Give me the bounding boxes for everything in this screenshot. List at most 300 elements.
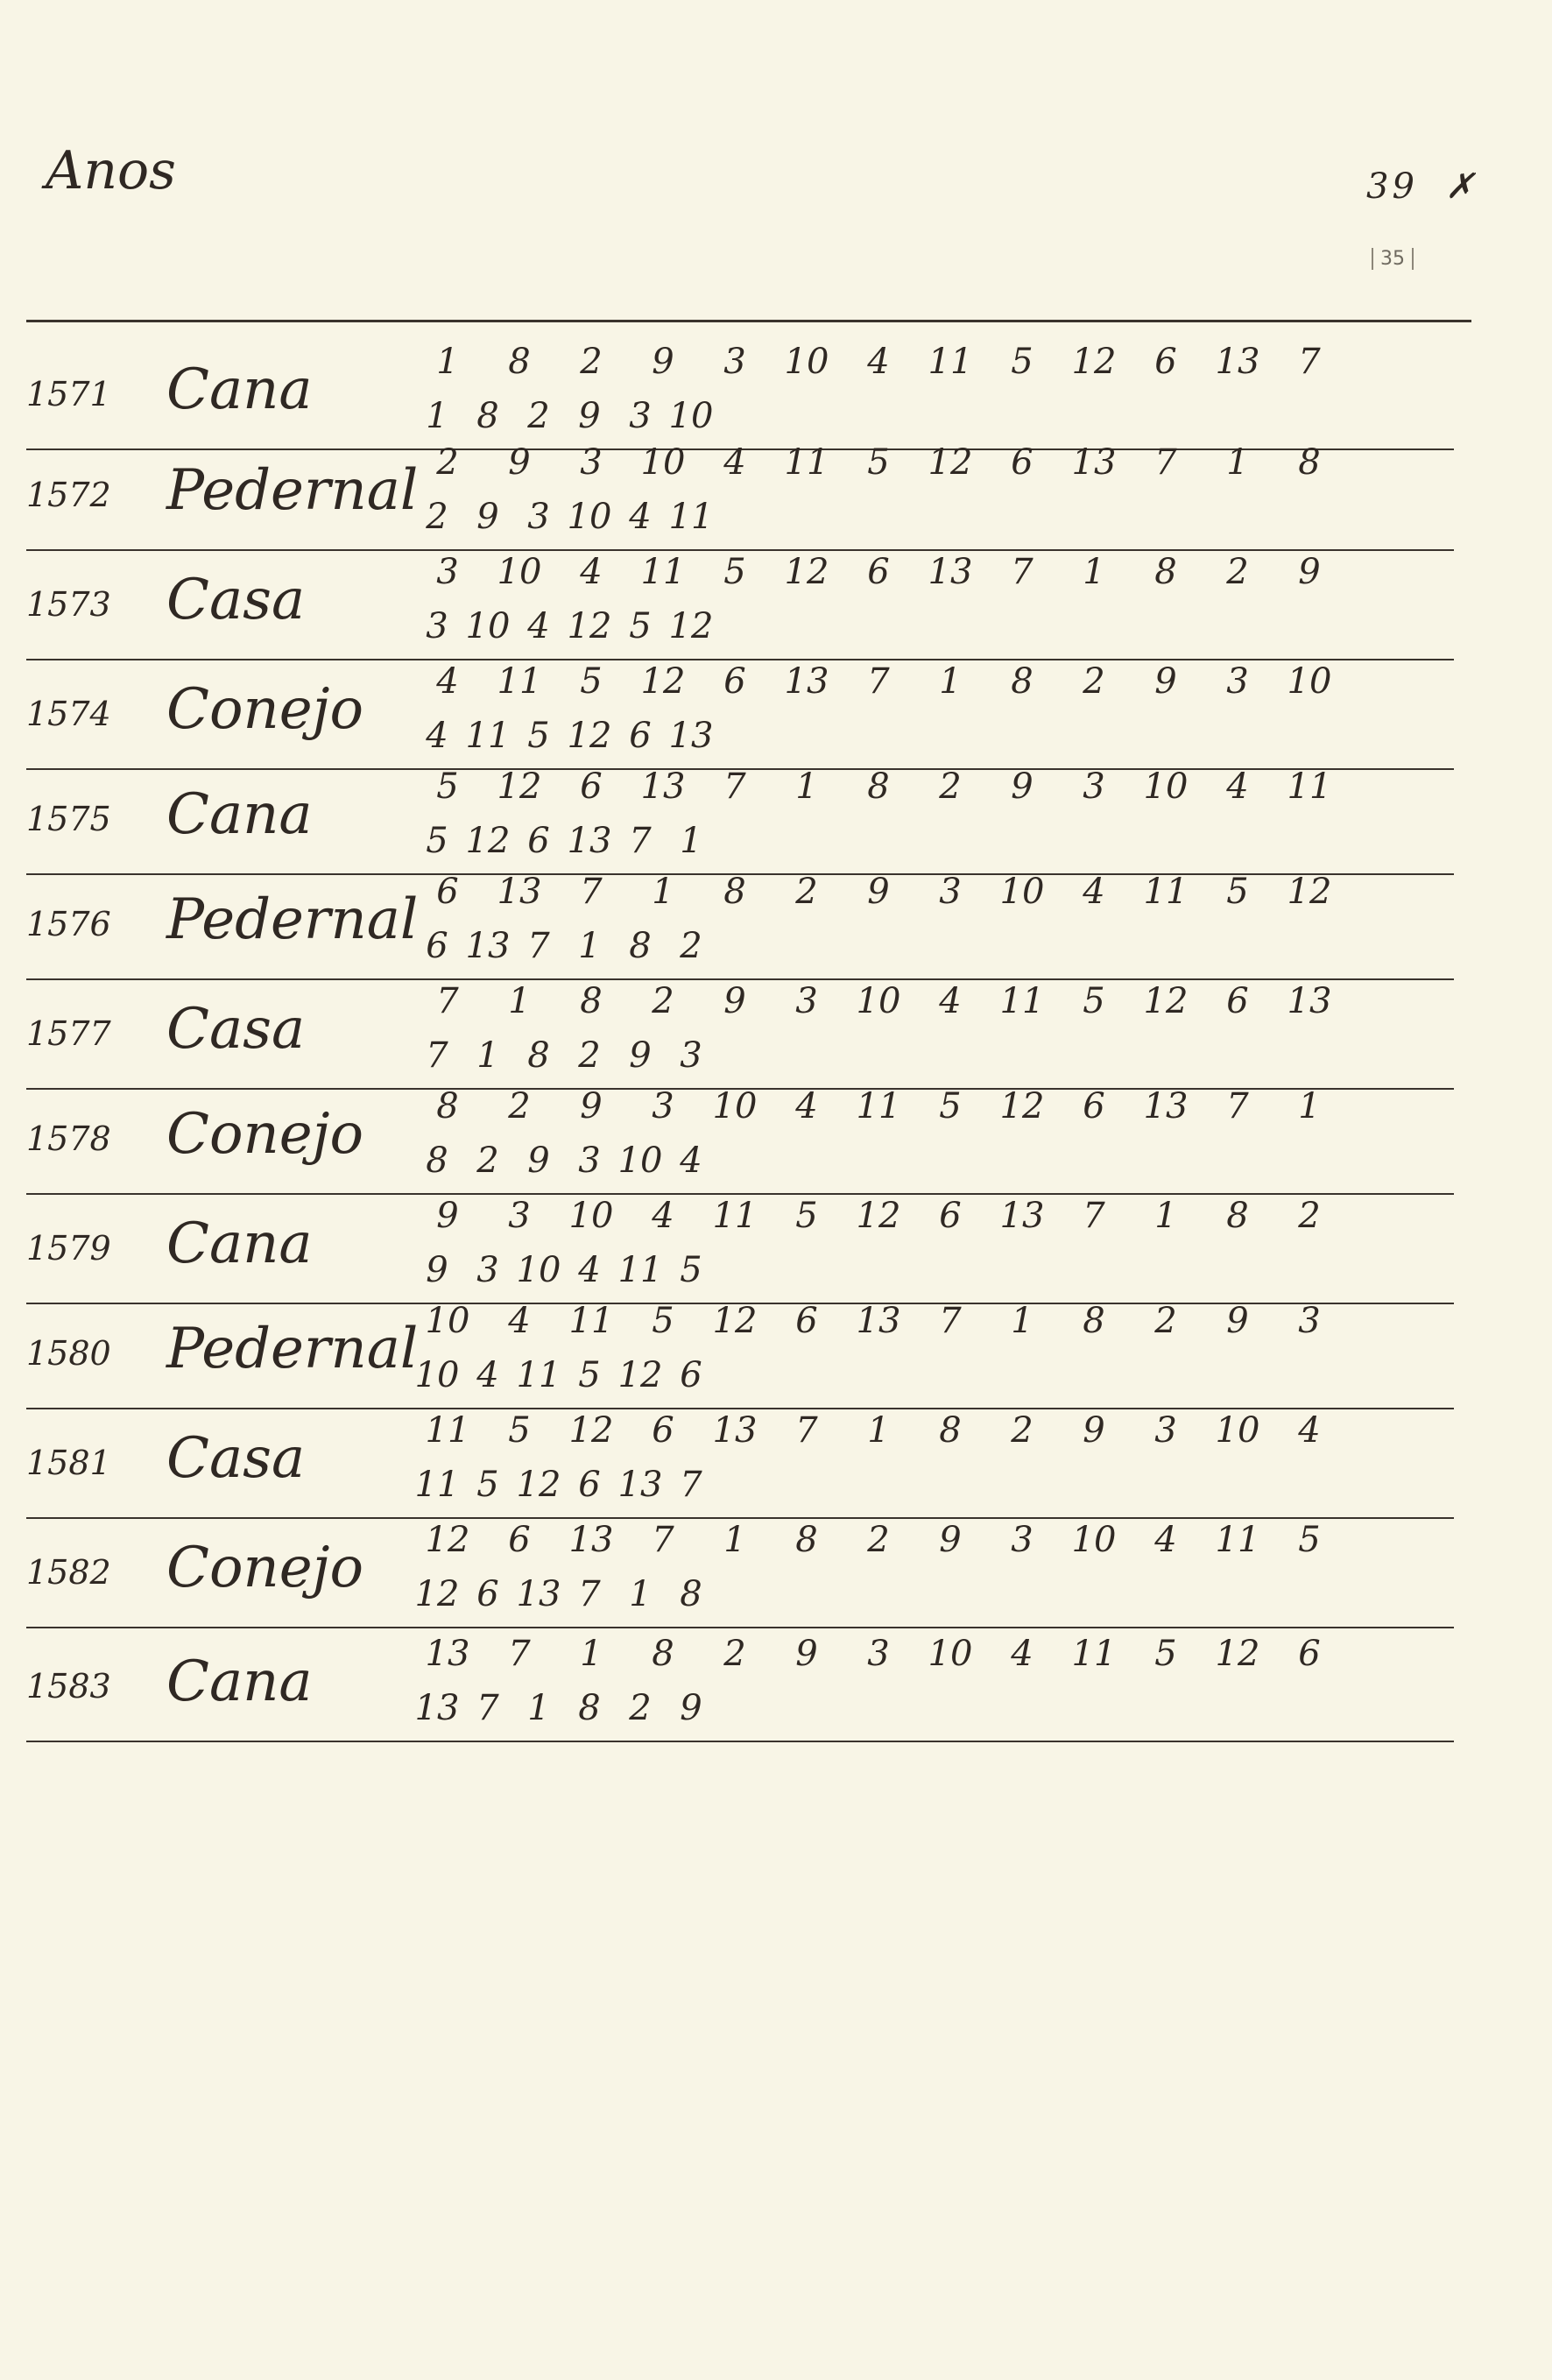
count-number: 12 (1143, 981, 1189, 1021)
count-number: 11 (414, 1465, 460, 1505)
count-number: 5 (1011, 342, 1033, 382)
count-number: 10 (999, 872, 1045, 912)
count-number: 8 (1154, 552, 1177, 592)
count-number: 10 (1143, 766, 1189, 807)
count-number: 7 (436, 981, 459, 1021)
count-number: 6 (1298, 1634, 1321, 1674)
count-number: 11 (568, 1301, 614, 1341)
count-number: 3 (1226, 661, 1249, 702)
year-label: 1574 (26, 695, 111, 733)
count-number: 12 (784, 552, 829, 592)
count-number: 9 (508, 442, 531, 483)
count-number: 2 (476, 1141, 499, 1181)
count-number: 6 (1083, 1086, 1105, 1126)
count-number: 10 (617, 1141, 663, 1181)
count-number: 7 (1226, 1086, 1249, 1126)
count-number: 5 (578, 1355, 601, 1395)
count-number: 7 (527, 926, 550, 966)
count-number: 12 (1071, 342, 1117, 382)
count-number: 10 (497, 552, 542, 592)
count-number: 3 (795, 981, 818, 1021)
count-number: 3 (867, 1634, 890, 1674)
count-number: 2 (1226, 552, 1249, 592)
count-number: 11 (1287, 766, 1332, 807)
count-number: 12 (567, 606, 612, 646)
count-number: 8 (680, 1574, 702, 1614)
count-number: 12 (568, 1410, 614, 1451)
count-number: 9 (652, 342, 674, 382)
count-line-full (412, 1086, 1393, 1126)
count-number: 2 (795, 872, 818, 912)
count-number: 6 (436, 872, 459, 912)
count-line-full (412, 1634, 1393, 1674)
count-number: 4 (508, 1301, 531, 1341)
count-number: 9 (795, 1634, 818, 1674)
row-divider (26, 1627, 1454, 1628)
count-number: 13 (1287, 981, 1332, 1021)
count-number: 8 (1011, 661, 1033, 702)
count-number: 3 (939, 872, 962, 912)
count-number: 10 (567, 497, 612, 537)
count-number: 8 (578, 1688, 601, 1728)
count-number: 10 (425, 1301, 470, 1341)
count-number: 6 (1154, 342, 1177, 382)
count-number: 9 (723, 981, 746, 1021)
count-line-full (412, 342, 1393, 382)
count-number: 10 (668, 396, 714, 436)
count-number: 2 (436, 442, 459, 483)
count-number: 8 (426, 1141, 448, 1181)
folio-number: 39 (1366, 166, 1418, 207)
count-number: 2 (680, 926, 702, 966)
count-number: 8 (580, 981, 603, 1021)
count-line-partial (412, 716, 1393, 756)
folio-mark: ✗ (1445, 166, 1475, 207)
count-line-full (412, 872, 1393, 912)
count-number: 11 (856, 1086, 901, 1126)
count-number: 4 (795, 1086, 818, 1126)
year-sign: Cana (166, 782, 313, 847)
count-number: 9 (580, 1086, 603, 1126)
year-label: 1582 (26, 1553, 111, 1592)
row-divider (26, 1408, 1454, 1409)
count-number: 4 (1154, 1520, 1177, 1560)
year-sign: Casa (166, 997, 306, 1062)
count-number: 6 (1011, 442, 1033, 483)
count-number: 10 (568, 1196, 614, 1236)
count-number: 12 (856, 1196, 901, 1236)
count-number: 6 (723, 661, 746, 702)
count-number: 9 (1226, 1301, 1249, 1341)
count-number: 4 (476, 1355, 499, 1395)
count-number: 7 (578, 1574, 601, 1614)
count-number: 13 (497, 872, 542, 912)
count-number: 9 (680, 1688, 702, 1728)
count-line-full (412, 766, 1393, 807)
count-number: 7 (1154, 442, 1177, 483)
count-number: 1 (867, 1410, 890, 1451)
count-number: 13 (425, 1634, 470, 1674)
count-number: 5 (436, 766, 459, 807)
count-number: 3 (1154, 1410, 1177, 1451)
count-number: 9 (629, 1035, 652, 1076)
count-number: 12 (617, 1355, 663, 1395)
count-number: 1 (795, 766, 818, 807)
count-number: 6 (580, 766, 603, 807)
count-number: 2 (1011, 1410, 1033, 1451)
count-number: 7 (652, 1520, 674, 1560)
count-number: 1 (1226, 442, 1249, 483)
count-number: 6 (629, 716, 652, 756)
count-number: 5 (939, 1086, 962, 1126)
count-number: 11 (1143, 872, 1189, 912)
count-number: 6 (426, 926, 448, 966)
count-number: 7 (426, 1035, 448, 1076)
count-number: 1 (578, 926, 601, 966)
count-number: 9 (578, 396, 601, 436)
count-number: 10 (1071, 1520, 1117, 1560)
count-number: 5 (652, 1301, 674, 1341)
row-divider (26, 549, 1454, 551)
count-number: 8 (1226, 1196, 1249, 1236)
count-number: 8 (723, 872, 746, 912)
count-number: 3 (1083, 766, 1105, 807)
row-divider (26, 659, 1454, 660)
count-number: 11 (640, 552, 686, 592)
count-number: 13 (999, 1196, 1045, 1236)
count-number: 12 (567, 716, 612, 756)
count-number: 6 (795, 1301, 818, 1341)
count-number: 7 (1083, 1196, 1105, 1236)
count-number: 3 (680, 1035, 702, 1076)
count-number: 4 (436, 661, 459, 702)
count-number: 9 (1011, 766, 1033, 807)
count-number: 2 (1083, 661, 1105, 702)
count-number: 12 (425, 1520, 470, 1560)
count-number: 3 (578, 1141, 601, 1181)
count-number: 7 (1011, 552, 1033, 592)
count-number: 5 (1154, 1634, 1177, 1674)
count-number: 3 (1298, 1301, 1321, 1341)
count-number: 13 (567, 821, 612, 861)
count-number: 13 (465, 926, 511, 966)
count-line-full (412, 1520, 1393, 1560)
count-number: 4 (578, 1250, 601, 1290)
count-line-partial (412, 1355, 1393, 1395)
year-sign: Cana (166, 1649, 313, 1714)
count-number: 12 (640, 661, 686, 702)
count-number: 1 (508, 981, 531, 1021)
count-number: 11 (617, 1250, 663, 1290)
top-rule (26, 320, 1471, 322)
count-line-partial (412, 497, 1393, 537)
count-number: 1 (426, 396, 448, 436)
count-number: 9 (426, 1250, 448, 1290)
count-number: 9 (436, 1196, 459, 1236)
count-number: 1 (680, 821, 702, 861)
count-number: 12 (928, 442, 973, 483)
count-number: 13 (414, 1688, 460, 1728)
count-number: 2 (580, 342, 603, 382)
count-number: 8 (476, 396, 499, 436)
count-number: 5 (508, 1410, 531, 1451)
count-number: 4 (1083, 872, 1105, 912)
count-number: 6 (867, 552, 890, 592)
count-number: 6 (680, 1355, 702, 1395)
count-number: 13 (1143, 1086, 1189, 1126)
count-number: 3 (436, 552, 459, 592)
count-number: 3 (723, 342, 746, 382)
page-heading: Anos (46, 140, 176, 201)
count-number: 1 (652, 872, 674, 912)
count-number: 10 (1215, 1410, 1260, 1451)
count-number: 3 (1011, 1520, 1033, 1560)
count-number: 8 (939, 1410, 962, 1451)
count-number: 10 (928, 1634, 973, 1674)
count-number: 10 (856, 981, 901, 1021)
count-number: 6 (527, 821, 550, 861)
count-number: 7 (795, 1410, 818, 1451)
count-number: 8 (527, 1035, 550, 1076)
count-line-partial (412, 1035, 1393, 1076)
year-label: 1581 (26, 1444, 111, 1482)
count-number: 7 (629, 821, 652, 861)
year-label: 1577 (26, 1014, 111, 1053)
year-label: 1580 (26, 1334, 111, 1373)
year-label: 1573 (26, 585, 111, 624)
count-number: 11 (668, 497, 714, 537)
count-number: 2 (578, 1035, 601, 1076)
count-line-partial (412, 606, 1393, 646)
count-line-full (412, 1410, 1393, 1451)
count-number: 12 (1215, 1634, 1260, 1674)
count-number: 4 (652, 1196, 674, 1236)
count-line-full (412, 1196, 1393, 1236)
count-number: 5 (1083, 981, 1105, 1021)
year-sign: Cana (166, 357, 313, 422)
count-number: 5 (426, 821, 448, 861)
count-number: 4 (527, 606, 550, 646)
year-label: 1571 (26, 375, 111, 413)
count-number: 9 (527, 1141, 550, 1181)
count-line-full (412, 981, 1393, 1021)
bracketed-page-number: 35 (1372, 248, 1414, 270)
count-number: 4 (723, 442, 746, 483)
count-number: 12 (712, 1301, 758, 1341)
count-number: 1 (939, 661, 962, 702)
count-line-full (412, 442, 1393, 483)
count-number: 13 (1071, 442, 1117, 483)
row-divider (26, 1193, 1454, 1195)
count-number: 13 (568, 1520, 614, 1560)
count-number: 3 (629, 396, 652, 436)
count-number: 2 (629, 1688, 652, 1728)
count-number: 4 (680, 1141, 702, 1181)
count-number: 5 (723, 552, 746, 592)
count-number: 2 (867, 1520, 890, 1560)
count-number: 13 (1215, 342, 1260, 382)
count-number: 5 (580, 661, 603, 702)
count-number: 10 (465, 606, 511, 646)
count-number: 5 (476, 1465, 499, 1505)
count-number: 11 (516, 1355, 561, 1395)
count-number: 2 (508, 1086, 531, 1126)
row-divider (26, 1741, 1454, 1742)
count-number: 4 (1226, 766, 1249, 807)
count-number: 12 (999, 1086, 1045, 1126)
year-label: 1576 (26, 905, 111, 943)
year-sign: Pedernal (166, 1317, 419, 1381)
count-number: 11 (1215, 1520, 1260, 1560)
count-number: 1 (527, 1688, 550, 1728)
count-number: 1 (1083, 552, 1105, 592)
count-number: 3 (527, 497, 550, 537)
count-number: 9 (939, 1520, 962, 1560)
count-number: 10 (640, 442, 686, 483)
count-line-partial (412, 1465, 1393, 1505)
count-number: 10 (784, 342, 829, 382)
count-number: 13 (516, 1574, 561, 1614)
year-sign: Pedernal (166, 887, 419, 952)
count-number: 13 (617, 1465, 663, 1505)
count-number: 12 (668, 606, 714, 646)
count-number: 2 (1298, 1196, 1321, 1236)
count-number: 3 (476, 1250, 499, 1290)
count-number: 11 (425, 1410, 470, 1451)
count-number: 2 (652, 981, 674, 1021)
count-line-partial (412, 1574, 1393, 1614)
count-number: 11 (497, 661, 542, 702)
count-number: 6 (578, 1465, 601, 1505)
count-number: 7 (476, 1688, 499, 1728)
count-number: 6 (476, 1574, 499, 1614)
count-number: 7 (680, 1465, 702, 1505)
count-number: 8 (1083, 1301, 1105, 1341)
year-sign: Casa (166, 568, 306, 632)
count-number: 1 (1298, 1086, 1321, 1126)
count-number: 13 (856, 1301, 901, 1341)
count-number: 5 (527, 716, 550, 756)
count-line-partial (412, 1688, 1393, 1728)
year-label: 1579 (26, 1229, 111, 1268)
count-number: 2 (527, 396, 550, 436)
count-number: 6 (508, 1520, 531, 1560)
count-number: 13 (928, 552, 973, 592)
count-number: 4 (939, 981, 962, 1021)
count-number: 4 (426, 716, 448, 756)
row-divider (26, 1517, 1454, 1519)
count-number: 5 (795, 1196, 818, 1236)
count-number: 11 (784, 442, 829, 483)
count-number: 13 (640, 766, 686, 807)
year-sign: Conejo (166, 1102, 363, 1167)
count-number: 4 (1298, 1410, 1321, 1451)
year-sign: Casa (166, 1426, 306, 1491)
year-sign: Conejo (166, 677, 363, 742)
count-number: 5 (867, 442, 890, 483)
year-label: 1572 (26, 476, 111, 514)
count-number: 3 (426, 606, 448, 646)
count-number: 5 (629, 606, 652, 646)
count-number: 12 (497, 766, 542, 807)
count-line-partial (412, 396, 1393, 436)
count-number: 6 (652, 1410, 674, 1451)
count-number: 2 (723, 1634, 746, 1674)
count-number: 1 (476, 1035, 499, 1076)
count-number: 7 (939, 1301, 962, 1341)
count-number: 8 (867, 766, 890, 807)
count-number: 5 (680, 1250, 702, 1290)
count-number: 5 (1226, 872, 1249, 912)
count-number: 13 (784, 661, 829, 702)
year-label: 1578 (26, 1119, 111, 1158)
count-number: 8 (436, 1086, 459, 1126)
year-label: 1575 (26, 800, 111, 838)
count-number: 7 (1298, 342, 1321, 382)
count-number: 2 (1154, 1301, 1177, 1341)
count-number: 10 (414, 1355, 460, 1395)
count-number: 12 (516, 1465, 561, 1505)
count-number: 9 (1298, 552, 1321, 592)
count-number: 4 (1011, 1634, 1033, 1674)
count-number: 8 (652, 1634, 674, 1674)
count-number: 1 (580, 1634, 603, 1674)
count-number: 3 (652, 1086, 674, 1126)
count-number: 13 (668, 716, 714, 756)
count-number: 9 (476, 497, 499, 537)
count-number: 4 (629, 497, 652, 537)
count-number: 1 (723, 1520, 746, 1560)
count-number: 4 (580, 552, 603, 592)
count-line-full (412, 552, 1393, 592)
year-sign: Cana (166, 1211, 313, 1276)
count-line-partial (412, 821, 1393, 861)
count-number: 7 (867, 661, 890, 702)
count-number: 1 (1154, 1196, 1177, 1236)
count-number: 9 (1083, 1410, 1105, 1451)
count-number: 10 (516, 1250, 561, 1290)
count-number: 7 (580, 872, 603, 912)
count-number: 11 (712, 1196, 758, 1236)
year-sign: Pedernal (166, 458, 419, 523)
row-divider (26, 978, 1454, 980)
count-line-full (412, 661, 1393, 702)
count-number: 8 (1298, 442, 1321, 483)
count-number: 4 (867, 342, 890, 382)
count-number: 13 (712, 1410, 758, 1451)
count-number: 1 (629, 1574, 652, 1614)
count-number: 7 (723, 766, 746, 807)
count-number: 9 (867, 872, 890, 912)
count-number: 8 (795, 1520, 818, 1560)
count-line-partial (412, 926, 1393, 966)
count-number: 3 (508, 1196, 531, 1236)
count-number: 12 (1287, 872, 1332, 912)
year-label: 1583 (26, 1667, 111, 1706)
count-number: 1 (1011, 1301, 1033, 1341)
count-number: 3 (580, 442, 603, 483)
count-number: 12 (465, 821, 511, 861)
count-number: 5 (1298, 1520, 1321, 1560)
year-sign: Conejo (166, 1536, 363, 1600)
count-number: 11 (1071, 1634, 1117, 1674)
count-number: 11 (465, 716, 511, 756)
count-number: 9 (1154, 661, 1177, 702)
count-number: 10 (1287, 661, 1332, 702)
count-number: 2 (939, 766, 962, 807)
count-line-partial (412, 1141, 1393, 1181)
count-number: 12 (414, 1574, 460, 1614)
